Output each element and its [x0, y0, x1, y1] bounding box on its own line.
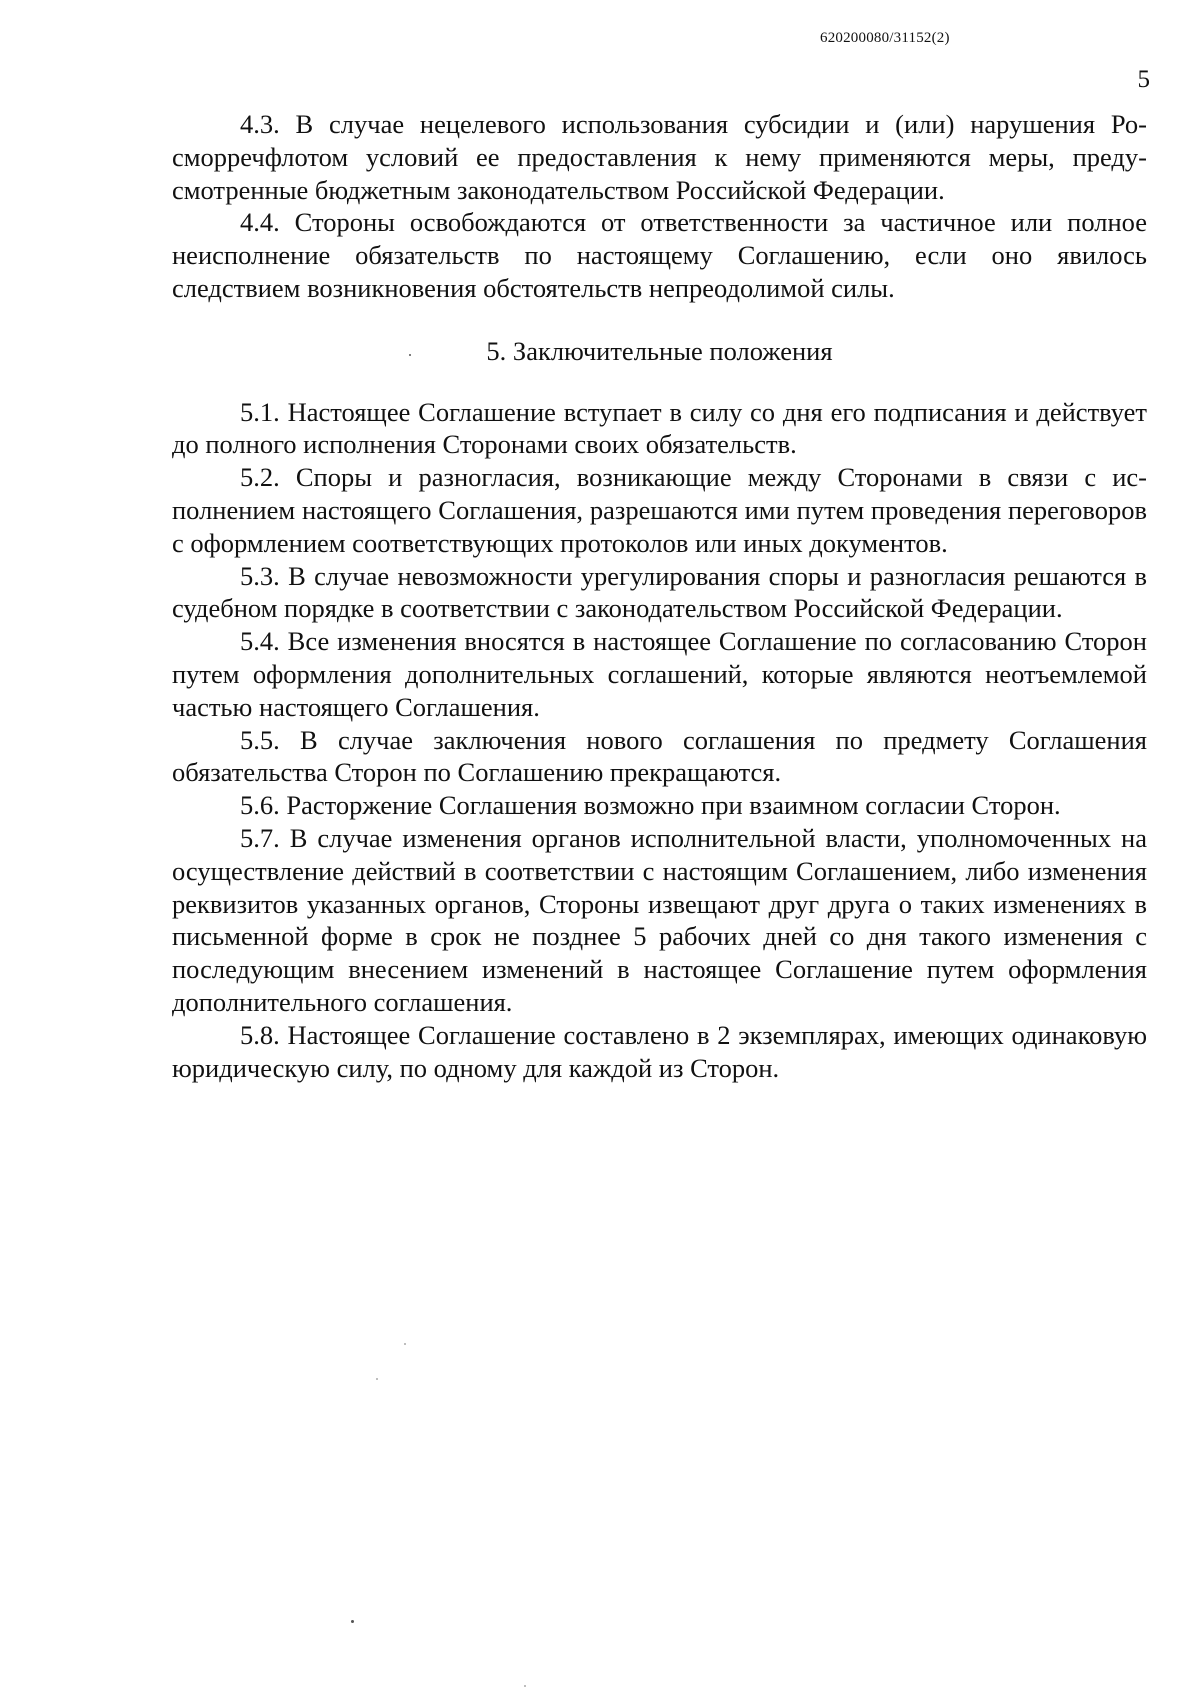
page-number: 5	[1137, 66, 1150, 93]
scan-speck	[524, 1685, 526, 1687]
paragraph-5-3: 5.3. В случае невозможности урегулирования споры и разногласия решаются в судебном порядке в соответствии с законодательством Российской Федерации.	[172, 560, 1147, 624]
scan-speck	[409, 354, 411, 356]
paragraph-5-2: 5.2. Споры и разногласия, возникающие между Сторонами в связи с исполнением настоящего Соглашения, разрешаются ими путем проведения переговоров с оформлением соответствующих протоколов или иных документов.	[172, 462, 1147, 558]
paragraph-5-5: 5.5. В случае заключения нового соглашения по предмету Соглашения обязательства Сторон по Соглашению прекращаются.	[172, 724, 1147, 788]
section-heading: 5. Заключительные положения	[486, 335, 833, 366]
paragraph-5-1: 5.1. Настоящее Соглашение вступает в силу со дня его подписания и действует до полного исполнения Сторонами своих обязательств.	[172, 396, 1147, 460]
document-body	[172, 108, 1147, 1084]
paragraph-4-4: 4.4. Стороны освобождаются от ответственности за частичное или полное неисполнение обязательств по настоящему Соглашению, если оно явилось следствием возникновения обстоятельств непреодолимой силы.	[172, 207, 1147, 303]
scan-speck	[376, 1378, 378, 1380]
scan-speck	[351, 1620, 354, 1623]
paragraph-5-6: 5.6. Расторжение Соглашения возможно при взаимном согласии Сторон.	[240, 790, 1061, 821]
paragraph-5-7: 5.7. В случае изменения органов исполнительной власти, уполномоченных на осуществление действий в соответствии с настоящим Соглашением, либо изменения реквизитов указанных органов, Стороны извещают друг друга о таких изменениях в письменной форме в срок не позднее 5 рабочих дней со дня такого изменения с последующим внесением изменений в настоящее Соглашение путем оформления дополнительного соглашения.	[172, 822, 1147, 1017]
paragraph-5-8: 5.8. Настоящее Соглашение составлено в 2 экземплярах, имеющих одинаковую юридическую силу, по одному для каждой из Сторон.	[172, 1019, 1147, 1083]
scan-speck	[404, 1343, 406, 1345]
paragraph-5-4: 5.4. Все изменения вносятся в настоящее Соглашение по согласованию Сторон путем оформления дополнительных соглашений, которые являются неотъемлемой частью настоящего Соглашения.	[172, 626, 1147, 722]
document-code: 620200080/31152(2)	[820, 30, 950, 46]
paragraph-4-3: 4.3. В случае нецелевого использования субсидии и (или) нарушения Росморречфлотом условий ее предоставления к нему применяются меры, предусмотренные бюджетным законодательством Российской Федерации.	[172, 109, 1147, 205]
